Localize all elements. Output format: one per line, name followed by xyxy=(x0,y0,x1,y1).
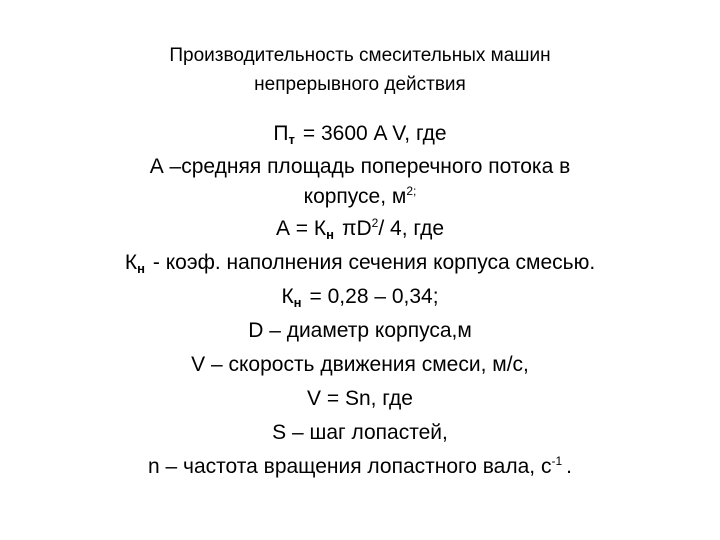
superscript-2: 2 xyxy=(371,216,379,230)
formula-A-piD: πD xyxy=(342,217,372,240)
definition-A-units xyxy=(0,184,720,210)
range-Kn-text: = 0,28 – 0,34; xyxy=(309,285,439,308)
definition-S: S – шаг лопастей, xyxy=(272,421,448,444)
subscript-n: н xyxy=(326,227,335,242)
formula-productivity-rest: = 3600 A V, где xyxy=(302,122,447,145)
symbol-K: К xyxy=(124,251,138,274)
subscript-t: т xyxy=(288,132,295,147)
subscript-n: н xyxy=(293,295,302,310)
definition-D: D – диаметр корпуса,м xyxy=(248,319,472,342)
definition-V: V – скорость движения смеси, м/с, xyxy=(191,353,529,376)
formula-A-left: А = К xyxy=(275,217,327,240)
definition-A-units-text: корпусе, м xyxy=(303,185,407,208)
formula-productivity xyxy=(0,121,720,147)
subscript-n: н xyxy=(137,261,145,276)
range-Kn xyxy=(0,284,720,310)
superscript-minus-1: -1 xyxy=(551,454,563,468)
title-line-2: непрерывного действия xyxy=(254,74,466,95)
definition-n-period: . xyxy=(566,455,572,478)
definition-A: А –средняя площадь поперечного потока в xyxy=(149,155,571,178)
superscript-2: 2; xyxy=(406,184,417,198)
title-line-1: Производительность смесительных машин xyxy=(169,45,551,66)
definition-Kn-text: - коэф. наполнения сечения корпуса смесью. xyxy=(152,251,596,274)
formula-A xyxy=(0,216,720,242)
definition-n-text: n – частота вращения лопастного вала, с xyxy=(148,455,552,478)
formula-A-rest: / 4, где xyxy=(378,217,445,240)
symbol-K: К xyxy=(281,285,294,308)
symbol-P: П xyxy=(273,122,289,145)
definition-Kn xyxy=(0,250,720,276)
definition-n xyxy=(0,454,720,480)
formula-V: V = Sn, где xyxy=(307,387,413,410)
